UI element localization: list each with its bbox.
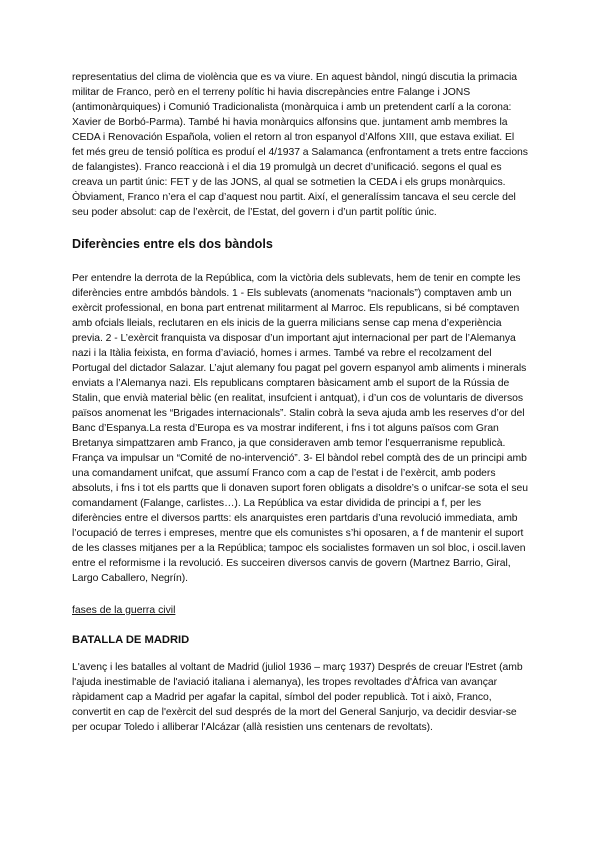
heading-batalla-madrid: BATALLA DE MADRID [72, 634, 190, 646]
paragraph-intro: representatius del clima de violència que es va viure. En aquest bàndol, ningú discutia la primacia militar de Franco, però en el terreny polític hi havia discrepàncies entre Falange i JONS (antimonàrquiques) i Comunió Tradicionalista (monàrquica i amb un pretendent carlí a la corona: Xavier de Borbó-Parma). També hi havia monàrquics alfonsins que. juntament amb membres la CEDA i Renovación Española, volien el retorn al tron espanyol d’Alfons XIII, que estava exiliat. El fet més greu de tensió política es produí el 4/1937 a Salamanca (enfrontament a trets entre faccions de falangistes). Franco reaccionà i el dia 19 promulgà un decret d’unificació. segons el qual es creava un partit únic: FET y de las JONS, al qual se sotmetien la CEDA i els grups monàrquics. Òbviament, Franco n’era el cap d’aquest nou partit. Així, el generalíssim tancava el seu cercle del seu poder absolut: cap de l’exèrcit, de l’Estat, del govern i d’un partit polític únic. [72, 72, 528, 218]
link-phases-civil-war[interactable]: fases de la guerra civil [72, 605, 176, 616]
paragraph-differences: Per entendre la derrota de la República, com la victòria dels sublevats, hem de tenir en compte les diferències entre ambdós bàndols. 1 - Els sublevats (anomenats “nacionals”) comptaven amb un exèrcit professional, en bona part entrenat militarment al Marroc. Els republicans, si bé comptaven amb ofcials lleials, reclutaren en els inicis de la guerra milicians sense cap mena d’experiència previa. 2 - L’exèrcit franquista va disposar d’un important ajut internacional per part de l’Alemanya nazi i la Itàlia feixista, en forma d’aviació, homes i armes. També va rebre el recolzament del Portugal del dictador Salazar. L’ajut alemany fou pagat pel govern espanyol amb aliments i minerals enviats a l’Alemanya nazi. Els republicans comptaren bàsicament amb el suport de la Rússia de Stalin, que envià material bèlic (en realitat, insufcient i antquat), i d’un cos de voluntaris de diversos països anomenat les “Brigades internacionals”. Stalin cobrà la seva ajuda amb les reserves d’or del Banc d’Espanya.La resta d’Europa es va mostrar indiferent, i fns i tot alguns països com Gran Bretanya simpattzaren amb Franco, ja que consideraven amb temor l’esquerranisme republicà. França va impulsar un “Comité de no-intervenció”. 3- El bàndol rebel comptà des de un principi amb una comandament unifcat, que assumí Franco com a cap de l’estat i de l’exèrcit, amb poders absoluts, i fns i tot els partts que li donaven suport foren obligats a disoldre’s o unifcar-se sota el seu comandament (Falange, carlistes…). La República va estar dividida de principi a f, per les diferències entre el diversos partts: els anarquistes eren partdaris d’una revolució immediata, amb l’ocupació de terres i empreses, mentre que els comunistes s’hi oposaren, a f de mantenir el suport de les classes mitjanes per a la República; tampoc els socialistes formaven un sol bloc, i oscil.laven entre el reformisme i la revolució. Es succeiren diversos canvis de govern (Martnez Barrio, Giral, Largo Caballero, Negrín). [72, 273, 528, 584]
document-content [72, 70, 528, 735]
paragraph-batalla: L'avenç i les batalles al voltant de Madrid (juliol 1936 – març 1937) Després de creuar l'Estret (amb l'ajuda inestimable de l'aviació italiana i alemanya), les tropes revoltades d'Àfrica van avançar ràpidament cap a Madrid per agafar la capital, símbol del poder republicà. Tot i això, Franco, convertit en cap de l'exèrcit del sud després de la mort del General Sanjurjo, va decidir desviar-se per ocupar Toledo i alliberar l'Alcázar (allà resistien uns centenars de revoltats). [72, 662, 523, 733]
heading-differences: Diferències entre els dos bàndols [72, 237, 273, 251]
